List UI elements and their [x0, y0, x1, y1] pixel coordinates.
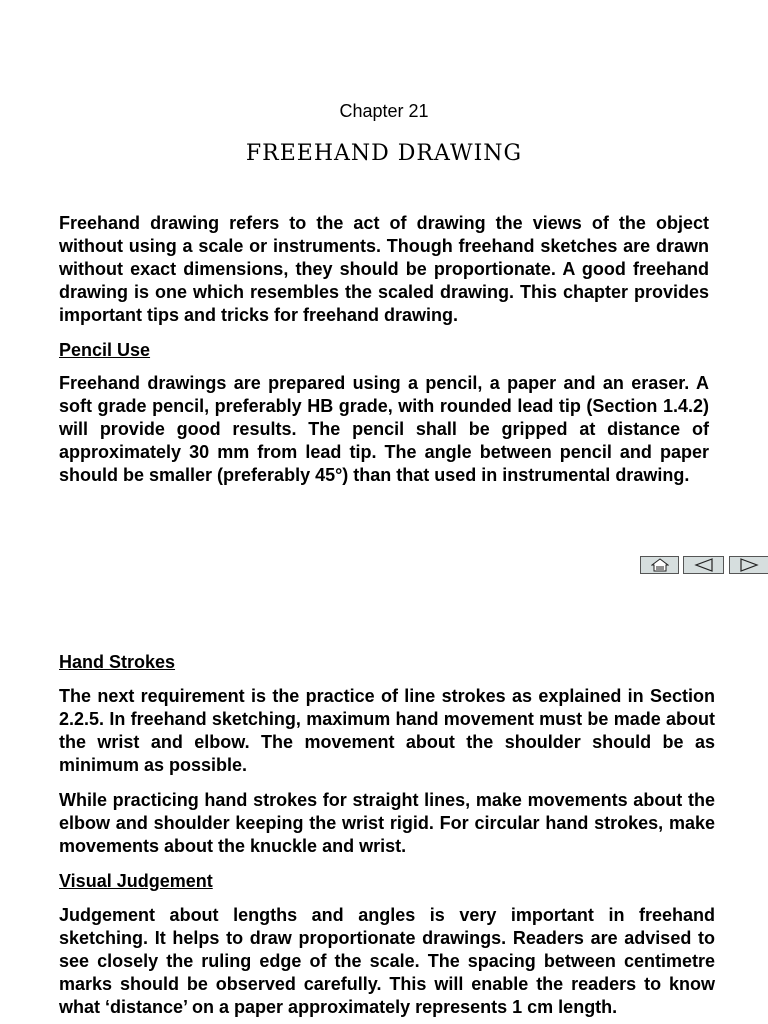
pencil-use-paragraph: Freehand drawings are prepared using a pencil, a paper and an eraser. A soft grade pencil, preferably HB grade, with rounded lead tip (Section 1.4.2) will provide good results. The pencil shall be gripped at distance of approximately 30 mm from lead tip. The angle between pencil and paper should be smaller (preferably 45°) than that used in instrumental drawing.: [59, 373, 709, 485]
home-icon: [651, 558, 669, 572]
triangle-right-icon: [739, 558, 759, 572]
chapter-title: FREEHAND DRAWING: [245, 141, 523, 166]
triangle-left-icon: [694, 558, 714, 572]
section-heading-visual-judgement: Visual Judgement: [59, 871, 213, 891]
chapter-number: Chapter 21: [339, 101, 429, 121]
previous-page-button[interactable]: [683, 556, 724, 574]
visual-judgement-paragraph: Judgement about lengths and angles is very important in freehand sketching. It helps to draw proportionate drawings. Readers are advised to see closely the ruling edge of the scale. The spacing between centimetre marks should be observed carefully. This will enable the readers to know what ‘distance’ on a paper approximately represents 1 cm length.: [59, 905, 715, 1017]
hand-strokes-paragraph-2: While practicing hand strokes for straight lines, make movements about the elbow and shoulder keeping the wrist rigid. For circular hand strokes, make movements about the knuckle and wrist.: [59, 790, 715, 856]
intro-paragraph: Freehand drawing refers to the act of drawing the views of the object without using a scale or instruments. Though freehand sketches are drawn without exact dimensions, they should be proportionate. A good freehand drawing is one which resembles the scaled drawing. This chapter provides important tips and tricks for freehand drawing.: [59, 213, 709, 325]
page-navigation: [640, 556, 768, 576]
section-heading-pencil-use: Pencil Use: [59, 340, 151, 360]
section-heading-hand-strokes: Hand Strokes: [59, 652, 176, 672]
hand-strokes-paragraph-1: The next requirement is the practice of line strokes as explained in Section 2.2.5. In freehand sketching, maximum hand movement must be made about the wrist and elbow. The movement about the shoulder should be as minimum as possible.: [59, 686, 715, 775]
home-button[interactable]: [640, 556, 679, 574]
next-page-button[interactable]: [729, 556, 768, 574]
